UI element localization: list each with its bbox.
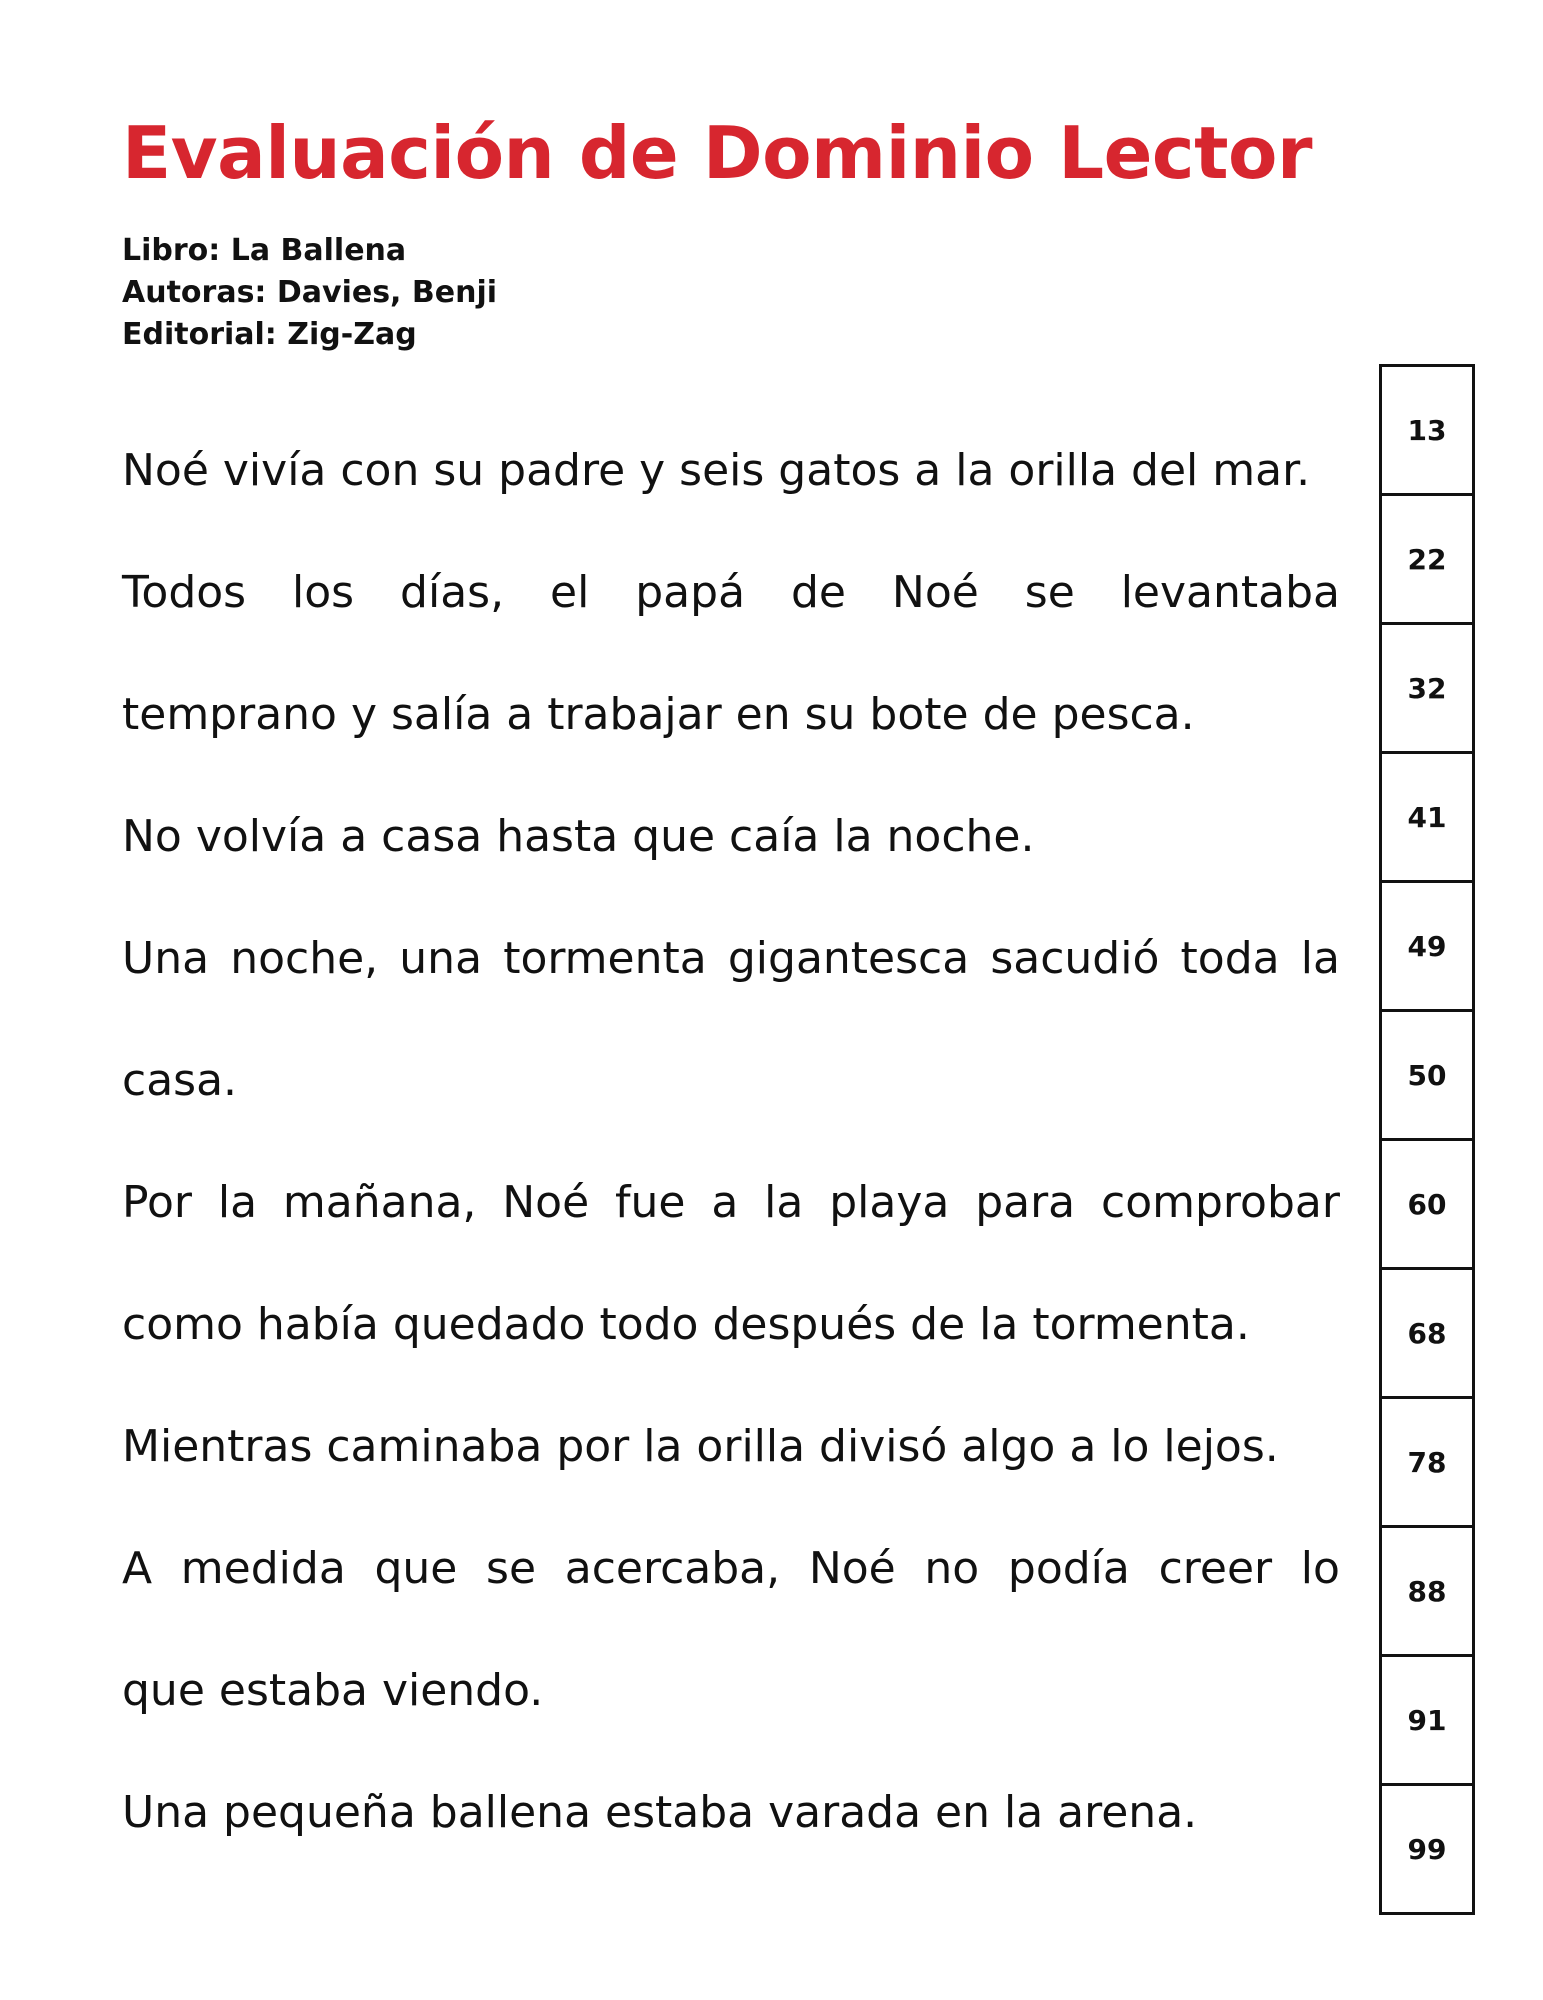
passage-word: Noé <box>808 1543 896 1594</box>
passage-word: se <box>486 1543 537 1594</box>
word-count-column <box>1379 364 1475 1915</box>
passage-word: no <box>924 1543 980 1594</box>
word-count-cell: 50 <box>1382 1012 1472 1141</box>
passage-word: Todos <box>122 567 247 618</box>
passage-word: la <box>764 1177 804 1228</box>
passage-word: los <box>292 567 355 618</box>
passage-word: podía <box>1007 1543 1130 1594</box>
passage-line-1: Noé vivía con su padre y seis gatos a la orilla del mar. <box>122 445 1311 496</box>
passage-word: días, <box>400 567 505 618</box>
passage-line-11: que estaba viendo. <box>122 1665 544 1716</box>
word-count-cell: 22 <box>1382 496 1472 625</box>
passage-word: se <box>1024 567 1075 618</box>
word-count-cell: 88 <box>1382 1528 1472 1657</box>
passage-word: una <box>399 933 483 984</box>
passage-line-4: No volvía a casa hasta que caía la noche. <box>122 811 1035 862</box>
word-count-cell: 60 <box>1382 1141 1472 1270</box>
reading-passage <box>122 410 1340 1874</box>
passage-line-6: casa. <box>122 1055 238 1106</box>
passage-word: noche, <box>230 933 379 984</box>
passage-line-10 <box>122 1508 1340 1630</box>
word-count-cell: 32 <box>1382 625 1472 754</box>
passage-word: medida <box>180 1543 346 1594</box>
passage-word: toda <box>1180 933 1280 984</box>
passage-word: comprobar <box>1101 1177 1340 1228</box>
book-publisher: Editorial: Zig-Zag <box>122 317 417 352</box>
book-authors: Autoras: Davies, Benji <box>122 275 498 310</box>
word-count-cell: 41 <box>1382 754 1472 883</box>
passage-word: tormenta <box>503 933 707 984</box>
passage-word: mañana, <box>282 1177 477 1228</box>
passage-word: que <box>374 1543 458 1594</box>
passage-line-2 <box>122 532 1340 654</box>
page-title: Evaluación de Dominio Lector <box>122 111 1312 195</box>
passage-word: la <box>1300 933 1340 984</box>
passage-word: playa <box>829 1177 950 1228</box>
word-count-cell: 13 <box>1382 367 1472 496</box>
passage-word: sacudió <box>990 933 1160 984</box>
passage-word: gigantesca <box>727 933 970 984</box>
passage-word: a <box>711 1177 739 1228</box>
word-count-cell: 68 <box>1382 1270 1472 1399</box>
passage-line-5 <box>122 898 1340 1020</box>
passage-line-9: Mientras caminaba por la orilla divisó algo a lo lejos. <box>122 1421 1279 1472</box>
book-info <box>122 230 497 356</box>
passage-line-8: como había quedado todo después de la tormenta. <box>122 1299 1250 1350</box>
passage-word: acercaba, <box>564 1543 781 1594</box>
passage-word: el <box>550 567 590 618</box>
passage-word: lo <box>1300 1543 1340 1594</box>
passage-word: de <box>790 567 846 618</box>
word-count-cell: 91 <box>1382 1657 1472 1786</box>
passage-word: Noé <box>891 567 979 618</box>
passage-line-3: temprano y salía a trabajar en su bote de pesca. <box>122 689 1195 740</box>
passage-word: Por <box>122 1177 192 1228</box>
word-count-cell: 78 <box>1382 1399 1472 1528</box>
passage-word: papá <box>635 567 746 618</box>
book-title: Libro: La Ballena <box>122 233 407 268</box>
passage-word: Una <box>122 933 210 984</box>
passage-word: creer <box>1158 1543 1273 1594</box>
word-count-cell: 49 <box>1382 883 1472 1012</box>
word-count-cell: 99 <box>1382 1786 1472 1915</box>
passage-line-7 <box>122 1142 1340 1264</box>
passage-word: la <box>217 1177 258 1228</box>
passage-word: Noé <box>502 1177 590 1228</box>
passage-word: A <box>122 1543 153 1594</box>
passage-word: levantaba <box>1120 567 1340 618</box>
passage-word: fue <box>615 1177 686 1228</box>
passage-word: para <box>975 1177 1076 1228</box>
passage-line-12: Una pequeña ballena estaba varada en la arena. <box>122 1787 1198 1838</box>
